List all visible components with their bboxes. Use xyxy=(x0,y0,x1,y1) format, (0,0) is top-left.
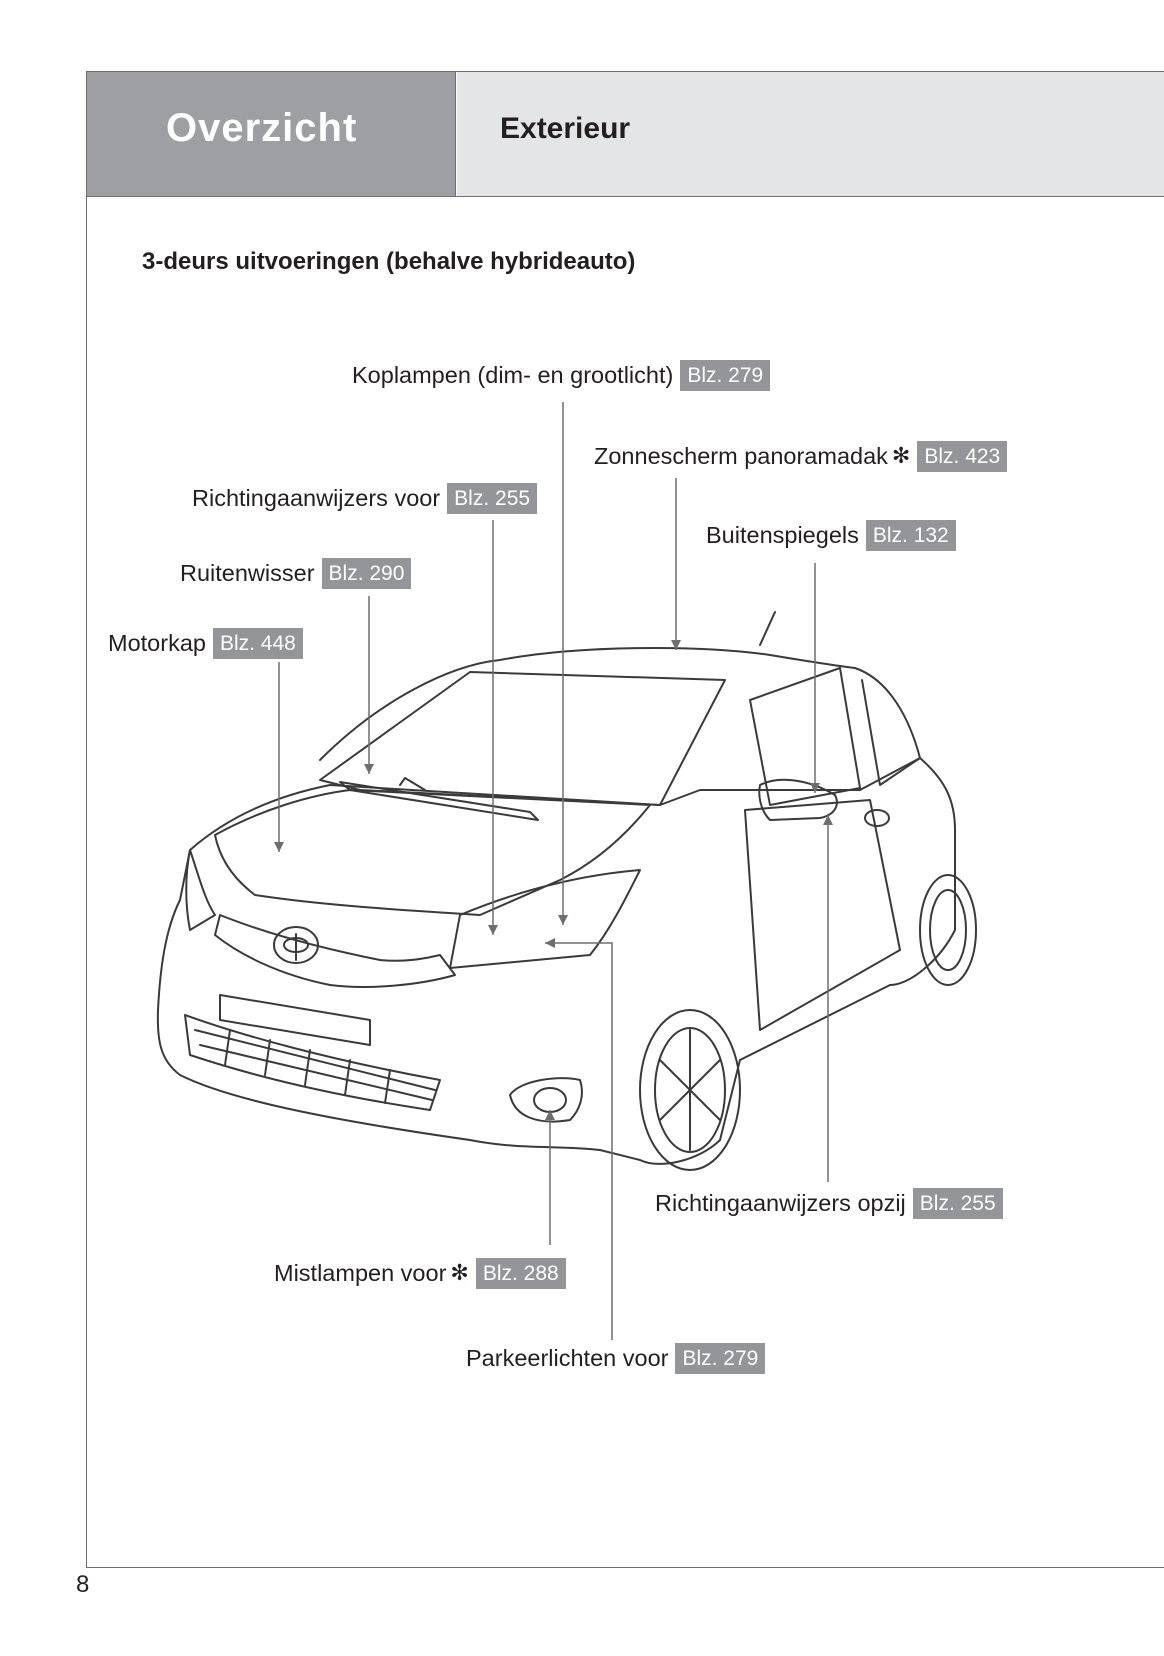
callout-motorkap xyxy=(108,627,303,659)
callout-zonnescherm-page[interactable]: Blz. 423 xyxy=(917,441,1007,472)
callout-richting-opzij-label: Richtingaanwijzers opzij xyxy=(655,1190,906,1216)
callout-mistlampen-label: Mistlampen voor xyxy=(274,1260,447,1286)
car-upper-grille xyxy=(215,915,455,987)
windshield-wiper xyxy=(340,782,538,820)
car-rear-window xyxy=(855,668,920,785)
page-subtitle: 3-deurs uitvoeringen (behalve hybrideauto) xyxy=(142,248,636,275)
callout-koplampen-page[interactable]: Blz. 279 xyxy=(680,360,770,391)
car-hood xyxy=(215,790,650,915)
rear-wheel xyxy=(920,875,976,985)
door-handle xyxy=(865,810,889,826)
fog-lamp xyxy=(534,1088,566,1112)
callout-buitenspiegels xyxy=(706,519,956,551)
callout-richting-voor-label: Richtingaanwijzers voor xyxy=(192,485,441,511)
callout-mistlampen-page[interactable]: Blz. 288 xyxy=(476,1258,566,1289)
car-lower-grille xyxy=(185,1015,440,1110)
callout-richting-voor xyxy=(192,482,537,514)
callout-zonnescherm-label: Zonnescherm panoramadak xyxy=(594,443,888,469)
callout-koplampen-label: Koplampen (dim- en grootlicht) xyxy=(352,362,674,388)
callout-richting-voor-page[interactable]: Blz. 255 xyxy=(447,483,537,514)
fog-lamp-housing xyxy=(510,1078,582,1121)
optional-asterisk-icon: ✻ xyxy=(450,1260,469,1285)
callout-mistlampen xyxy=(274,1257,566,1289)
callout-ruitenwisser-label: Ruitenwisser xyxy=(180,560,315,586)
car-windshield xyxy=(320,672,725,805)
topic-title: Exterieur xyxy=(500,112,631,145)
car-door xyxy=(745,800,900,1030)
callout-parkeerlichten-label: Parkeerlichten voor xyxy=(466,1345,669,1371)
antenna xyxy=(760,612,775,645)
car-side-window xyxy=(750,668,860,805)
callout-motorkap-page[interactable]: Blz. 448 xyxy=(213,628,303,659)
section-title: Overzicht xyxy=(166,106,358,150)
callout-ruitenwisser-page[interactable]: Blz. 290 xyxy=(322,558,412,589)
optional-asterisk-icon: ✻ xyxy=(891,443,911,468)
callout-motorkap-label: Motorkap xyxy=(108,630,206,656)
car-roof xyxy=(320,648,855,760)
page-number: 8 xyxy=(76,1571,90,1598)
callout-richting-opzij-page[interactable]: Blz. 255 xyxy=(913,1188,1003,1219)
callout-parkeerlichten xyxy=(466,1342,765,1374)
callout-koplampen xyxy=(352,359,770,391)
callout-richting-opzij xyxy=(655,1187,1003,1219)
callout-buitenspiegels-page[interactable]: Blz. 132 xyxy=(866,520,956,551)
callout-ruitenwisser xyxy=(180,557,411,589)
license-plate-area xyxy=(220,995,370,1045)
car-body-outline xyxy=(158,758,955,1164)
callout-buitenspiegels-label: Buitenspiegels xyxy=(706,522,859,548)
car-headlight-left xyxy=(186,850,215,930)
callout-zonnescherm xyxy=(594,440,1007,472)
callout-parkeerlichten-page[interactable]: Blz. 279 xyxy=(675,1343,765,1374)
